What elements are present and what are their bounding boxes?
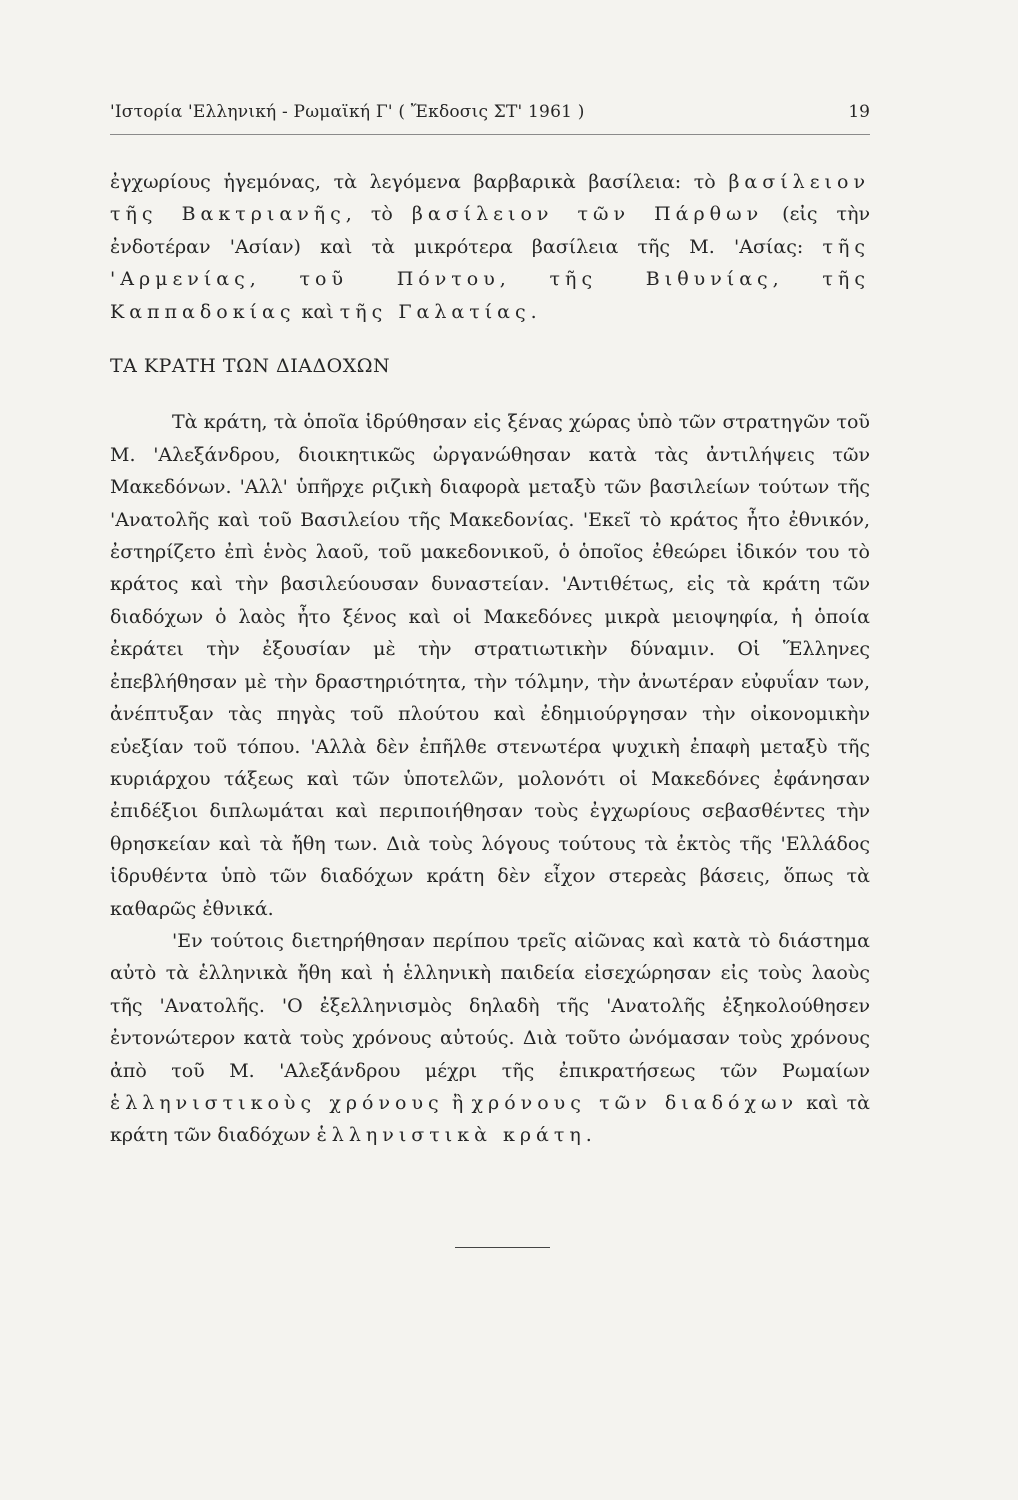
section-end-rule — [455, 1247, 550, 1248]
running-header-title: 'Ιστορία 'Ελληνική - Ρωμαϊκή Γ' ( Ἔκδοσις ΣΤ' 1961 ) — [110, 102, 585, 122]
paragraph-2-text: 'Εν τούτοις διετηρήθησαν περίπου τρεῖς αἰῶνας καὶ κατὰ τὸ διάστημα αὐτὸ τὰ ἑλληνικὰ ἤθη καὶ ἡ ἑλληνικὴ παιδεία εἰσεχώρησαν εἰς τοὺς λαοὺς τῆς 'Ανατολῆς. 'Ο ἐξελληνισμὸς δηλαδὴ τῆς 'Ανατολῆς ἐξηκολούθησεν ἐντονώτερον κατὰ τοὺς χρόνους αὐτούς. Διὰ τοῦτο ὠνόμασαν τοὺς χρόνους ἀπὸ τοῦ Μ. 'Αλεξάνδρου μέχρι τῆς ἐπικρατήσεως τῶν Ρωμαίων — [110, 929, 870, 1082]
intro-emphasis: βασίλειον τῶν Πάρθων — [411, 203, 764, 226]
intro-text: καὶ — [295, 300, 340, 323]
intro-emphasis: τῆς Γαλατίας — [339, 300, 531, 323]
intro-emphasis: τῆς 'Αρμενίας — [110, 235, 870, 291]
paragraph-2 — [110, 925, 870, 1152]
paragraph-2-text: . — [585, 1124, 592, 1147]
intro-emphasis: τῆς Βιθυνίας — [549, 268, 773, 291]
paragraph-2-emphasis: ἑλληνιστικὰ κράτη — [316, 1124, 586, 1147]
paragraph-2-emphasis: ἑλληνιστικοὺς χρόνους — [110, 1091, 444, 1114]
intro-text: . — [530, 300, 537, 323]
intro-paragraph — [110, 166, 870, 328]
intro-text: , — [499, 268, 550, 291]
intro-text: , — [772, 268, 823, 291]
header-rule — [110, 134, 870, 135]
intro-text: (εἰς τὴν ἐνδοτέραν 'Ασίαν) καὶ τὰ μικρότερα βασίλεια τῆς Μ. 'Ασίας: — [110, 203, 871, 258]
section-heading: ΤΑ ΚΡΑΤΗ ΤΩΝ ΔΙΑΔΟΧΩΝ — [110, 355, 391, 378]
paragraph-2-emphasis: χρόνους τῶν διαδόχων — [471, 1091, 799, 1114]
page-number: 19 — [848, 102, 870, 122]
intro-emphasis: τῆς Καππαδοκίας — [110, 268, 870, 323]
intro-text: , — [249, 268, 300, 291]
intro-text: , τὸ — [345, 203, 412, 226]
paragraph-2-text: ἢ — [443, 1091, 472, 1114]
paragraph-1: Τὰ κράτη, τὰ ὁποῖα ἱδρύθησαν εἰς ξένας χώρας ὑπὸ τῶν στρατηγῶν τοῦ Μ. 'Αλεξάνδρου, διοικητικῶς ὠργανώθησαν κατὰ τὰς ἀντιλήψεις τῶν Μακεδόνων. 'Αλλ' ὑπῆρχε ριζικὴ διαφορὰ μεταξὺ τῶν βασιλείων τούτων τῆς 'Ανατολῆς καὶ τοῦ Βασιλείου τῆς Μακεδονίας. 'Εκεῖ τὸ κράτος ἦτο ἐθνικόν, ἐστηρίζετο ἐπὶ ἑνὸς λαοῦ, τοῦ μακεδονικοῦ, ὁ ὁποῖος ἐθεώρει ἰδικόν του τὸ κράτος καὶ τὴν βασιλεύουσαν δυναστείαν. 'Αντιθέτως, εἰς τὰ κράτη τῶν διαδόχων ὁ λαὸς ἦτο ξένος καὶ οἱ Μακεδόνες μικρὰ μειοψηφία, ἡ ὁποία ἐκράτει τὴν ἐξουσίαν μὲ τὴν στρατιωτικὴν δύναμιν. Οἱ Ἕλληνες ἐπεβλήθησαν μὲ τὴν δραστηριότητα, τὴν τόλμην, τὴν ἀνωτέραν εὐφυΐαν των, ἀνέπτυξαν τὰς πηγὰς τοῦ πλούτου καὶ ἐδημιούργησαν τὴν οἰκονομικὴν εὐεξίαν τοῦ τόπου. 'Αλλὰ δὲν ἐπῆλθε στενωτέρα ψυχικὴ ἐπαφὴ μεταξὺ τῆς κυριάρχου τάξεως καὶ τῶν ὑποτελῶν, μολονότι οἱ Μακεδόνες ἐφάνησαν ἐπιδέξιοι διπλωμάται καὶ περιποιήθησαν τοὺς ἐγχωρίους σεβασθέντες τὴν θρησκείαν καὶ τὰ ἤθη των. Διὰ τοὺς λόγους τούτους τὰ ἐκτὸς τῆς 'Ελλάδος ἱδρυθέντα ὑπὸ τῶν διαδόχων κράτη δὲν εἶχον στερεὰς βάσεις, ὅπως τὰ καθαρῶς ἐθνικά. — [110, 411, 870, 920]
paragraph-2-text: καὶ τὰ κράτη τῶν διαδόχων — [110, 1091, 871, 1147]
intro-emphasis: βασίλειον τῆς Βακτριανῆς — [110, 171, 870, 226]
running-header — [110, 102, 870, 132]
intro-text: ἐγχωρίους ἡγεμόνας, τὰ λεγόμενα βαρβαρικὰ βασίλεια: τὸ — [110, 171, 729, 193]
intro-emphasis: τοῦ Πόντου — [299, 268, 500, 291]
text-body — [110, 166, 870, 1152]
